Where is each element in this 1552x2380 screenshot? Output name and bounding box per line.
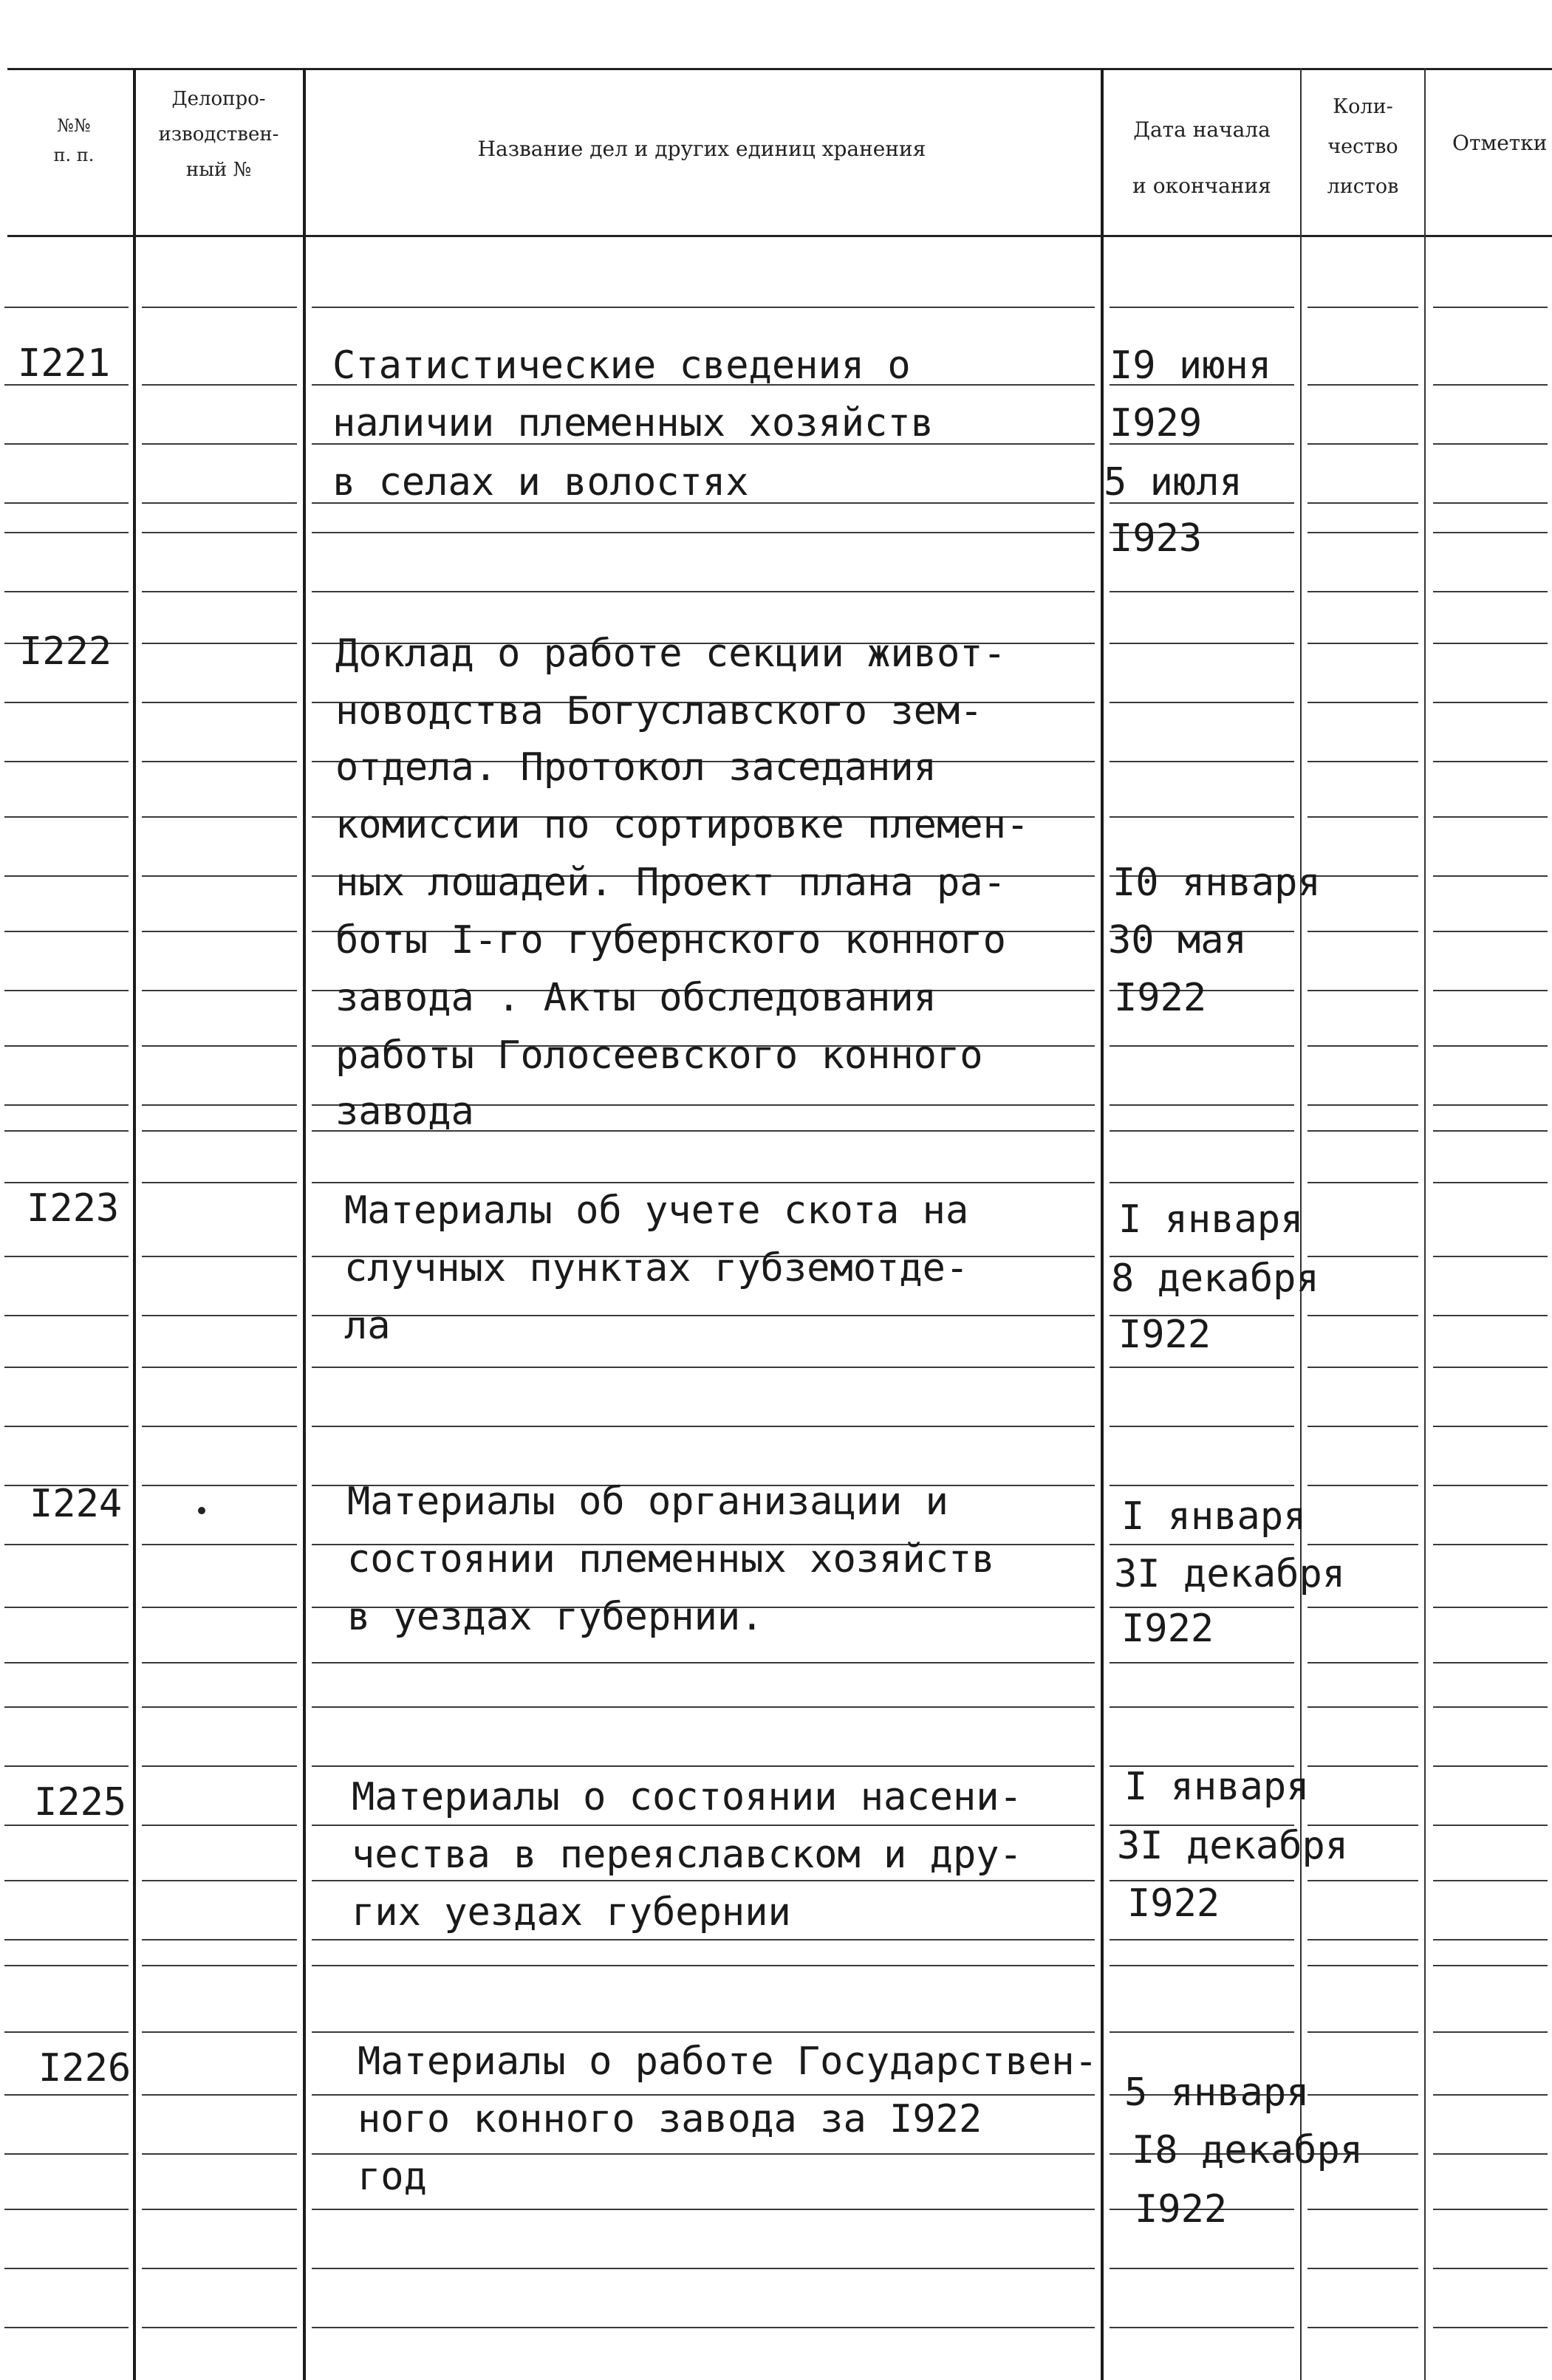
header-office-num: Делопро- изводствен- ный № [158,88,279,181]
ruled-line [142,2327,297,2328]
ruled-line [1307,1426,1418,1427]
ruled-line [142,1965,297,1966]
ruled-line [1433,1706,1548,1708]
ruled-line [1110,2031,1294,2033]
ruled-line [4,1607,129,1608]
ruled-line [1433,1426,1548,1427]
col-divider-3 [1101,68,1104,2380]
ruled-line [142,2153,297,2155]
ruled-line [312,1706,1095,1708]
ruled-line [312,1315,1095,1316]
header-bottom-rule [7,235,1552,237]
ruled-line [4,532,129,533]
ruled-line [1110,1485,1294,1486]
ruled-line [4,875,129,877]
row-title-line: наличии племенных хозяйств [332,401,934,445]
ruled-line [142,1607,297,1608]
ruled-line [1110,1939,1294,1940]
ruled-line [1433,1045,1548,1047]
ruled-line [312,2209,1095,2210]
ruled-line [1110,1182,1294,1183]
col-divider-5 [1424,68,1426,2380]
ruled-line [1307,2094,1418,2096]
ruled-line [312,591,1095,592]
row-number: I223 [27,1186,120,1231]
row-number: I226 [38,2046,131,2090]
ruled-line [4,2268,129,2269]
ruled-line [142,1939,297,1940]
ruled-line [1110,2327,1294,2328]
row-number: I222 [19,629,112,674]
ruled-line [1307,2268,1418,2269]
ruled-line [312,1367,1095,1368]
ruled-line [142,761,297,762]
ruled-line [1110,1104,1294,1106]
ruled-line [312,1662,1095,1663]
ruled-line [1307,1939,1418,1940]
ruled-line [1433,1315,1548,1316]
ruled-line [1307,1182,1418,1183]
ruled-line [1110,307,1294,308]
row-date-line: I923 [1110,516,1203,561]
ruled-line [142,1880,297,1881]
row-title-line: новодства Богуславского зем- [335,689,983,734]
row-title-line: Доклад о работе секции живот- [335,632,1006,676]
row-title-line: работы Голосеевского конного [335,1033,983,1078]
ruled-line [4,591,129,592]
ruled-line [1433,1662,1548,1663]
row-date-line: 3I декабря [1114,1552,1346,1596]
ruled-line [1433,931,1548,932]
row-date-line: 3I декабря [1117,1824,1349,1868]
ruled-line [1307,1485,1418,1486]
ruled-line [1433,2031,1548,2033]
ruled-line [1307,1045,1418,1047]
ruled-line [4,761,129,762]
ruled-line [4,816,129,818]
row-title-line: в уездах губернии. [347,1595,764,1639]
ruled-line [4,1256,129,1257]
ruled-line [4,1965,129,1966]
row-title-line: Материалы о состоянии насени- [352,1775,1022,1819]
row-title-line: ла [344,1304,391,1348]
ruled-line [142,875,297,877]
ruled-line [4,502,129,504]
ruled-line [142,532,297,533]
ruled-line [1307,1104,1418,1106]
ruled-line [1307,1965,1418,1966]
ruled-line [1307,307,1418,308]
col-divider-2 [303,68,306,2380]
ruled-line [312,2153,1095,2155]
ruled-line [4,1939,129,1940]
row-date-line: I929 [1110,401,1203,445]
ruled-line [1433,1825,1548,1826]
ruled-line [1433,1939,1548,1940]
ruled-line [142,931,297,932]
ruled-line [4,443,129,445]
ruled-line [1110,1662,1294,1663]
ruled-line [142,1367,297,1368]
row-title-line: отдела. Протокол заседания [335,745,937,790]
ruled-line [142,1544,297,1545]
header-top-rule [7,68,1552,70]
ruled-line [4,1825,129,1826]
ruled-line [1307,761,1418,762]
header-num: №№ п. п. [53,115,95,165]
ruled-line [1307,2031,1418,2033]
ruled-line [1433,532,1548,533]
row-date-line: 30 мая [1108,918,1247,962]
ruled-line [1307,702,1418,703]
row-title-line: гих уездах губернии [352,1890,791,1935]
ruled-line [312,1965,1095,1966]
ruled-line [142,2094,297,2096]
header-sheets: Коли- чество листов [1327,95,1399,198]
ruled-line [312,1426,1095,1427]
ruled-line [1110,2268,1294,2269]
ruled-line [1433,2094,1548,2096]
row-number: I221 [18,341,111,386]
ruled-line [1307,2327,1418,2328]
ruled-line [142,816,297,818]
col-divider-1 [133,68,136,2380]
row-date-line: I января [1124,1765,1310,1809]
ruled-line [1110,702,1294,703]
ruled-line [142,384,297,386]
row-date-line: I января [1121,1494,1307,1539]
ruled-line [4,1544,129,1545]
ruled-line [4,1045,129,1047]
office-number-mark [198,1507,205,1514]
ruled-line [1307,1607,1418,1608]
header-notes: Отметки [1452,131,1548,155]
row-title-line: год [358,2155,427,2199]
row-date-line: I922 [1135,2187,1228,2232]
ruled-line [142,990,297,991]
ruled-line [4,2153,129,2155]
row-number: I224 [30,1482,123,1526]
ruled-line [142,1130,297,1132]
ruled-line [142,2209,297,2210]
ruled-line [142,2031,297,2033]
ruled-line [142,307,297,308]
ruled-line [142,702,297,703]
ruled-line [142,1765,297,1767]
ruled-line [142,502,297,504]
ruled-line [1110,1706,1294,1708]
ruled-line [4,1182,129,1183]
ruled-line [142,1825,297,1826]
ruled-line [1307,1706,1418,1708]
ruled-line [1433,1607,1548,1608]
ruled-line [4,702,129,703]
row-title-line: завода [335,1090,474,1134]
ruled-line [1433,1965,1548,1966]
ruled-line [1433,384,1548,386]
ruled-line [1307,591,1418,592]
ruled-line [1307,816,1418,818]
row-date-line: 5 января [1124,2070,1310,2115]
ruled-line [1433,761,1548,762]
ruled-line [1307,1662,1418,1663]
ruled-line [1307,443,1418,445]
row-date-line: 5 июля [1104,460,1242,505]
ruled-line [1307,1367,1418,1368]
ruled-line [142,591,297,592]
ruled-line [312,1765,1095,1767]
ruled-line [1433,816,1548,818]
ruled-line [312,307,1095,308]
ruled-line [4,1130,129,1132]
row-title-line: комиссии по сортировке племен- [335,803,1030,847]
ruled-line [312,2268,1095,2269]
row-number: I225 [34,1780,127,1825]
ruled-line [1110,1130,1294,1132]
ruled-line [1433,2153,1548,2155]
ruled-line [142,1315,297,1316]
ruled-line [1433,702,1548,703]
ruled-line [1307,875,1418,877]
ruled-line [1433,1485,1548,1486]
ruled-line [1433,1544,1548,1545]
ruled-line [142,1256,297,1257]
row-title-line: Материалы о работе Государствен- [358,2039,1098,2084]
ruled-line [1433,307,1548,308]
row-title-line: Материалы об учете скота на [344,1189,969,1233]
ruled-line [1307,532,1418,533]
ruled-line [142,1426,297,1427]
row-title-line: чества в переяславском и дру- [352,1833,1022,1877]
ruled-line [1110,761,1294,762]
ruled-line [1433,591,1548,592]
ruled-line [4,2031,129,2033]
ruled-line [1307,931,1418,932]
row-title-line: в селах и волостях [332,460,749,505]
ruled-line [1307,1130,1418,1132]
ruled-line [142,1045,297,1047]
ruled-line [1433,1130,1548,1132]
ruled-line [1433,1256,1548,1257]
row-title-line: Материалы об организации и [347,1480,948,1524]
ruled-line [1110,1045,1294,1047]
ruled-line [142,1104,297,1106]
ruled-line [4,2327,129,2328]
ruled-line [1433,1880,1548,1881]
ruled-line [4,1765,129,1767]
ruled-line [1433,643,1548,644]
ruled-line [4,1662,129,1663]
ruled-line [1307,1765,1418,1767]
ruled-line [1433,2209,1548,2210]
header-dates: Дата начала и окончания [1132,117,1271,198]
row-date-line: I0 января [1112,861,1321,905]
ruled-line [4,2209,129,2210]
row-date-line: I8 декабря [1132,2128,1364,2172]
ruled-line [1307,1880,1418,1881]
ruled-line [1307,643,1418,644]
ruled-line [4,307,129,308]
ruled-line [1110,816,1294,818]
ruled-line [4,1706,129,1708]
ruled-line [312,2327,1095,2328]
ruled-line [4,990,129,991]
header-title: Название дел и других единиц хранения [477,137,926,161]
ruled-line [4,2094,129,2096]
ruled-line [4,1367,129,1368]
row-date-line: I9 июня [1110,343,1272,388]
ruled-line [1110,591,1294,592]
ruled-line [142,1182,297,1183]
row-date-line: I922 [1127,1881,1220,1926]
ruled-line [4,1880,129,1881]
ruled-line [1433,502,1548,504]
ruled-line [142,643,297,644]
ruled-line [142,1485,297,1486]
row-title-line: ного конного завода за I922 [358,2097,982,2141]
row-date-line: 8 декабря [1111,1256,1319,1301]
ruled-line [1307,1256,1418,1257]
ruled-line [142,443,297,445]
ruled-line [1110,1426,1294,1427]
ruled-line [1433,1182,1548,1183]
ruled-line [1307,384,1418,386]
ruled-line [4,1315,129,1316]
ruled-line [1110,1367,1294,1368]
ruled-line [1433,990,1548,991]
ruled-line [142,1706,297,1708]
ruled-line [1433,1104,1548,1106]
ruled-line [1110,1965,1294,1966]
row-title-line: Статистические сведения о [332,343,911,388]
ruled-line [1307,502,1418,504]
ruled-line [312,532,1095,533]
ruled-line [1110,643,1294,644]
row-title-line: случных пунктах губземотде- [344,1246,969,1290]
row-title-line: состоянии племенных хозяйств [347,1537,995,1581]
ruled-line [4,931,129,932]
ruled-line [1307,990,1418,991]
row-date-line: I922 [1114,976,1207,1020]
row-date-line: I922 [1121,1607,1214,1651]
ruled-line [4,1426,129,1427]
ruled-line [1307,2209,1418,2210]
ruled-line [142,1662,297,1663]
row-date-line: I января [1118,1197,1304,1242]
ruled-line [1433,875,1548,877]
row-date-line: I922 [1118,1313,1211,1357]
ruled-line [1433,443,1548,445]
row-title-line: ных лошадей. Проект плана ра- [335,861,1006,905]
ruled-line [1433,1765,1548,1767]
ruled-line [1433,2268,1548,2269]
ruled-line [1433,1367,1548,1368]
ruled-line [1433,2327,1548,2328]
row-title-line: завода . Акты обследования [335,976,937,1020]
ruled-line [4,1104,129,1106]
row-title-line: боты I-го губернского конного [335,918,1006,962]
ruled-line [1307,1315,1418,1316]
ruled-line [142,2268,297,2269]
